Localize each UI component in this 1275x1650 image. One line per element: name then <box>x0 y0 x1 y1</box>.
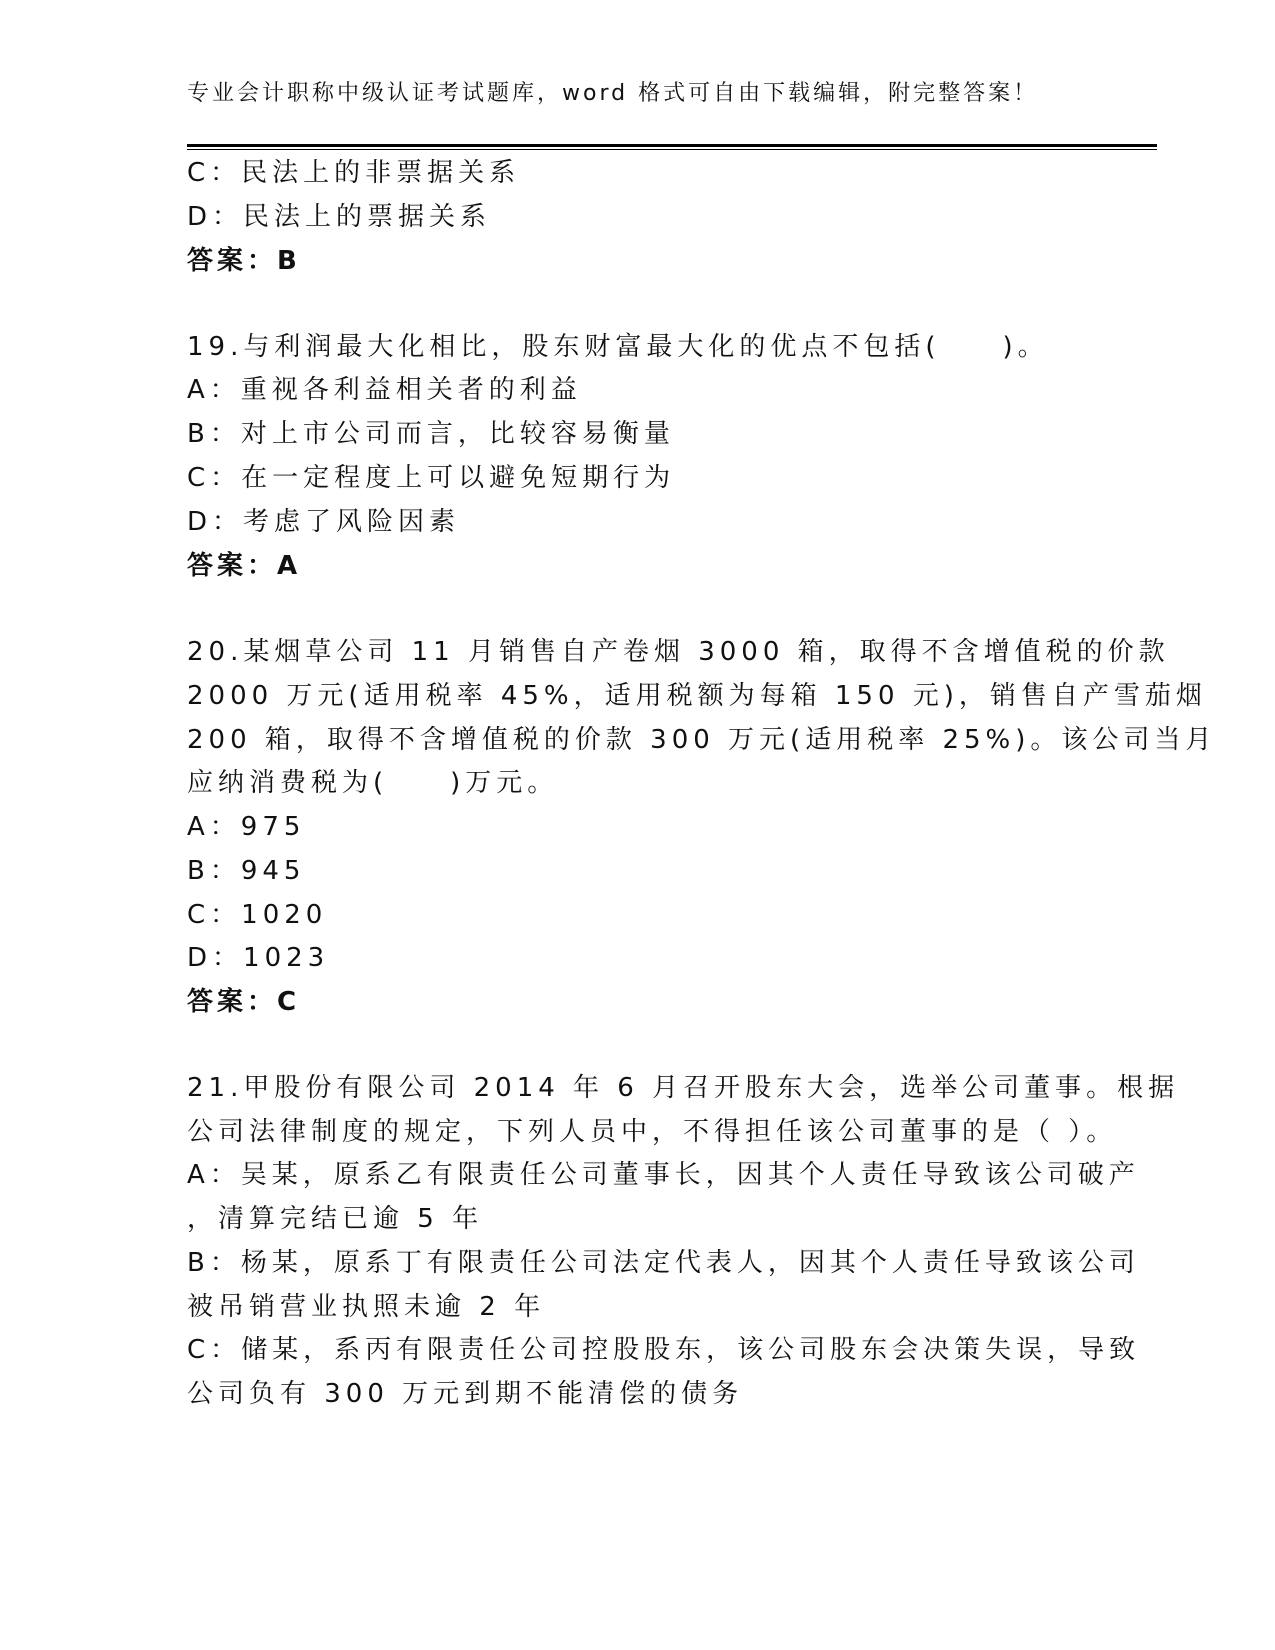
q20-answer: 答案：C <box>187 987 301 1017</box>
page-header: 专业会计职称中级认证考试题库，word 格式可自由下载编辑，附完整答案！ <box>187 81 1039 106</box>
q20-stem-line-2: 2000 万元(适用税率 45%，适用税额为每箱 150 元)，销售自产雪茄烟 <box>187 681 1207 711</box>
q21-stem-line-1: 21.甲股份有限公司 2014 年 6 月召开股东大会，选举公司董事。根据 <box>187 1073 1180 1103</box>
q20-stem-line-4: 应纳消费税为( )万元。 <box>187 768 559 798</box>
q21-option-c-line-2: 公司负有 300 万元到期不能清偿的债务 <box>187 1379 744 1409</box>
q20-option-b: B：945 <box>187 856 306 886</box>
q21-option-b-line-1: B：杨某，原系丁有限责任公司法定代表人，因其个人责任导致该公司 <box>187 1248 1140 1278</box>
q19-option-a: A：重视各利益相关者的利益 <box>187 375 582 405</box>
header-rule-thick <box>187 144 1157 147</box>
q19-answer: 答案：A <box>187 551 302 581</box>
q21-option-c-line-1: C：储某，系丙有限责任公司控股股东，该公司股东会决策失误，导致 <box>187 1335 1141 1365</box>
q20-stem-line-3: 200 箱，取得不含增值税的价款 300 万元(适用税率 25%)。该公司当月 <box>187 725 1217 755</box>
q18-answer: 答案：B <box>187 246 301 276</box>
q18-option-d: D：民法上的票据关系 <box>187 202 492 232</box>
q19-stem: 19.与利润最大化相比，股东财富最大化的优点不包括( )。 <box>187 332 1049 362</box>
q19-option-c: C：在一定程度上可以避免短期行为 <box>187 463 676 493</box>
q19-option-b: B：对上市公司而言，比较容易衡量 <box>187 419 675 449</box>
q20-option-a: A：975 <box>187 812 306 842</box>
q21-option-a-line-1: A：吴某，原系乙有限责任公司董事长，因其个人责任导致该公司破产 <box>187 1160 1140 1190</box>
q21-option-b-line-2: 被吊销营业执照未逾 2 年 <box>187 1292 546 1322</box>
q21-stem-line-2: 公司法律制度的规定，下列人员中，不得担任该公司董事的是（ ）。 <box>187 1117 1118 1147</box>
q18-option-c: C：民法上的非票据关系 <box>187 158 521 188</box>
header-rule-thin <box>187 149 1157 150</box>
q20-stem-line-1: 20.某烟草公司 11 月销售自产卷烟 3000 箱，取得不含增值税的价款 <box>187 637 1170 667</box>
q19-option-d: D：考虑了风险因素 <box>187 507 461 537</box>
q20-option-d: D：1023 <box>187 943 330 973</box>
q20-option-c: C：1020 <box>187 900 328 930</box>
q21-option-a-line-2: ，清算完结已逾 5 年 <box>187 1204 484 1234</box>
